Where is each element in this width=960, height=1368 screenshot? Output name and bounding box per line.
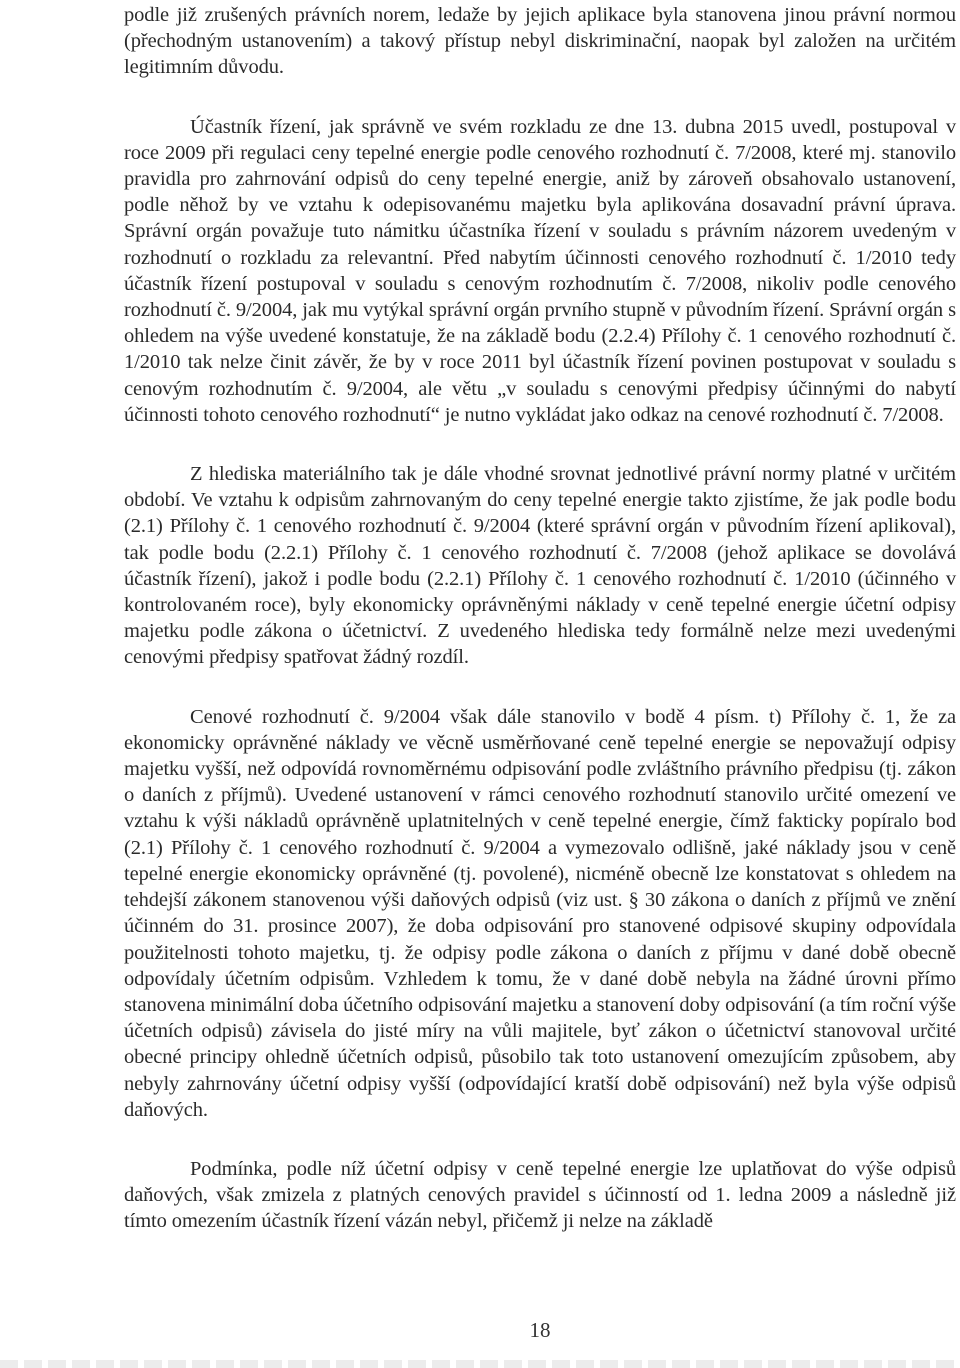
paragraph-materialni-hledisko: Z hlediska materiálního tak je dále vhodné srovnat jednotlivé právní normy platné v určitém období. Ve vztahu k odpisům zahrnovaným do ceny tepelné energie takto zjistíme, že jak podle bodu (2.1) Přílohy č. 1 cenového rozhodnutí č. 9/2004 (které správní orgán v původním řízení aplikoval), tak podle bodu (2.2.1) Přílohy č. 1 cenového rozhodnutí č. 7/2008 (jehož aplikace se dovolává účastník řízení), jakož i podle bodu (2.2.1) Přílohy č. 1 cenového rozhodnutí č. 1/2010 (účinného v kontrolovaném roce), byly ekonomicky oprávněnými náklady v ceně tepelné energie účetní odpisy majetku podle zákona o účetnictví. Z uvedeného hlediska tedy formálně nelze mezi uvedenými cenovými předpisy spatřovat žádný rozdíl. — [124, 463, 956, 669]
paragraph-continuation: podle již zrušených právních norem, ledaže by jejich aplikace byla stanovena jinou právní normou (přechodným ustanovením) a takový přístup nebyl diskriminační, naopak byl založen na určitém legitimním důvodu. — [124, 4, 956, 79]
document-body — [124, 2, 956, 1235]
paragraph-cenove-rozhodnuti: Cenové rozhodnutí č. 9/2004 však dále stanovilo v bodě 4 písm. t) Přílohy č. 1, že za ekonomicky oprávněné náklady ve věcně usměrňované ceně tepelné energie se nepovažují odpisy majetku vyšší, než odpovídá rovnoměrnému odpisování podle zvláštního právního předpisu (tj. zákon o daních z příjmů). Uvedené ustanovení v rámci cenového rozhodnutí stanovilo určité omezení ve vztahu k výši nákladů oprávněně uplatnitelných v ceně tepelné energie, čímž fakticky popíralo bod (2.1) Přílohy č. 1 cenového rozhodnutí č. 9/2004 a vymezovalo odlišně, jaké náklady jsou v ceně tepelné energie ekonomicky oprávněné (tj. povolené), nicméně obecně lze konstatovat s ohledem na tehdejší zákonem stanovenou výši daňových odpisů (viz ust. § 30 zákona o daních z příjmů ve znění účinném do 31. prosince 2007), že doba odpisování pro stanovené odpisové skupiny odpovídala použitelnosti tohoto majetku, tj. že odpisy podle zákona o daních z příjmu v dané době obecně odpovídaly účetním odpisům. Vzhledem k tomu, že v dané době nebyla na žádné úrovni přímo stanovena minimální doba účetního odpisování majetku a stanovení doby odpisování (a tím roční výše účetních odpisů) závisela do jisté míry na vůli majitele, byť zákon o účetnictví stanovoval určité obecné principy ohledně účetních odpisů, působilo tak toto ustanovení omezujícím způsobem, aby nebyly zahrnovány účetní odpisy vyšší (odpovídající kratší době odpisování) než byla výše odpisů daňových. — [124, 705, 956, 1121]
paragraph-podminka: Podmínka, podle níž účetní odpisy v ceně tepelné energie lze uplatňovat do výše odpisů daňových, však zmizela z platných cenových pravidel s účinností od 1. ledna 2009 a následně již tímto omezením účastník řízení vázán nebyl, přičemž ji nelze na základě — [124, 1157, 956, 1233]
paragraph-rozklad: Účastník řízení, jak správně ve svém rozkladu ze dne 13. dubna 2015 uvedl, postupoval v roce 2009 při regulaci ceny tepelné energie podle cenového rozhodnutí č. 7/2008, které mj. stanovilo pravidla pro zahrnování odpisů do ceny tepelné energie, aniž by zároveň obsahovalo ustanovení, podle něhož by ve vztahu k odepisovanému majetku byla aplikována dosavadní právní úprava. Správní orgán považuje tuto námitku účastníka řízení v souladu s právním názorem uvedeným v rozhodnutí o rozkladu za relevantní. Před nabytím účinnosti cenového rozhodnutí č. 1/2010 tedy účastník řízení postupoval v souladu s cenovým rozhodnutím č. 7/2008, nikoliv podle cenového rozhodnutí č. 9/2004, jak mu vytýkal správní orgán prvního stupně v původním řízení. Správní orgán s ohledem na výše uvedené konstatuje, že na základě bodu (2.2.4) Přílohy č. 1 cenového rozhodnutí č. 1/2010 tak nelze činit závěr, že by v roce 2011 byl účastník řízení povinen postupovat v souladu s cenovým rozhodnutím č. 9/2004, ale větu „v souladu s cenovými předpisy účinnými do nabytí účinnosti tohoto cenového rozhodnutí“ je nutno vykládat jako odkaz na cenové rozhodnutí č. 7/2008. — [124, 115, 956, 426]
scan-edge-artifact — [0, 1360, 960, 1368]
page-number: 18 — [529, 1318, 551, 1342]
